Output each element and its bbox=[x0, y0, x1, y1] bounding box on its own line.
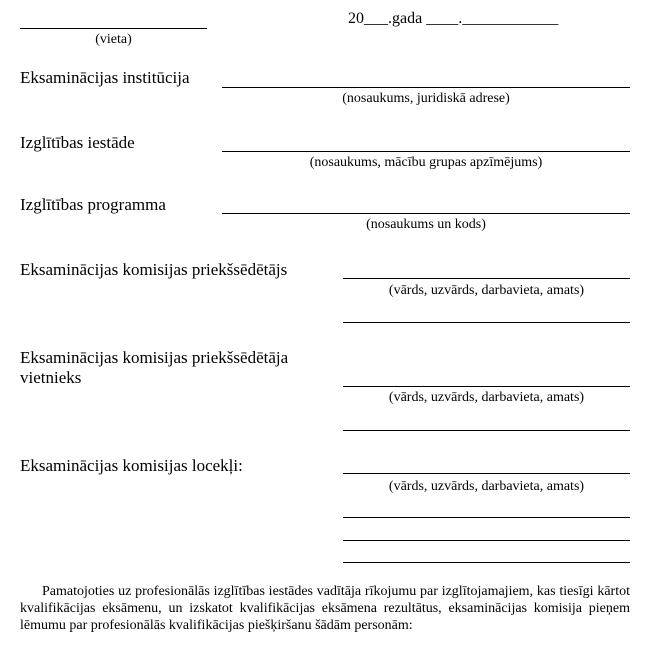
place-line[interactable] bbox=[20, 28, 207, 29]
decision-paragraph: Pamatojoties uz profesionālās izglītības iestādes vadītāja rīkojumu par izglītojamajiem, kas tiesīgi kārtot kvalifikācijas eksāmenu, un izskatot kvalifikācijas eksāmena rezultātus, eksaminācijas komisija pieņem lēmumu par profesionālās kvalifikācijas piešķiršanu šādām personām: bbox=[20, 584, 630, 633]
members-line-2[interactable] bbox=[343, 517, 630, 518]
members-line-3[interactable] bbox=[343, 540, 630, 541]
institution-caption: (nosaukums, juridiskā adrese) bbox=[342, 91, 510, 106]
place-caption: (vieta) bbox=[95, 32, 132, 47]
program-caption: (nosaukums un kods) bbox=[366, 217, 486, 232]
members-line-1[interactable] bbox=[343, 473, 630, 474]
school-label: Izglītības iestāde bbox=[20, 133, 135, 152]
chair-line-2[interactable] bbox=[343, 322, 630, 323]
program-line[interactable] bbox=[222, 213, 630, 214]
chair-line-1[interactable] bbox=[343, 278, 630, 279]
date-field[interactable]: 20___.gada ____.____________ bbox=[348, 10, 559, 27]
vice-chair-caption: (vārds, uzvārds, darbavieta, amats) bbox=[388, 390, 585, 405]
institution-label: Eksaminācijas institūcija bbox=[20, 68, 190, 87]
members-line-4[interactable] bbox=[343, 562, 630, 563]
members-caption: (vārds, uzvārds, darbavieta, amats) bbox=[388, 479, 585, 494]
institution-line[interactable] bbox=[222, 87, 630, 88]
school-line[interactable] bbox=[222, 151, 630, 152]
vice-chair-line-1[interactable] bbox=[343, 386, 630, 387]
chair-label: Eksaminācijas komisijas priekšsēdētājs bbox=[20, 260, 288, 279]
vice-chair-label-line1: Eksaminācijas komisijas priekšsēdētāja bbox=[20, 348, 289, 367]
chair-caption: (vārds, uzvārds, darbavieta, amats) bbox=[388, 283, 585, 298]
vice-chair-line-2[interactable] bbox=[343, 430, 630, 431]
members-label: Eksaminācijas komisijas locekļi: bbox=[20, 456, 243, 475]
vice-chair-label-line2: vietnieks bbox=[20, 368, 82, 387]
school-caption: (nosaukums, mācību grupas apzīmējums) bbox=[309, 155, 543, 170]
program-label: Izglītības programma bbox=[20, 195, 166, 214]
